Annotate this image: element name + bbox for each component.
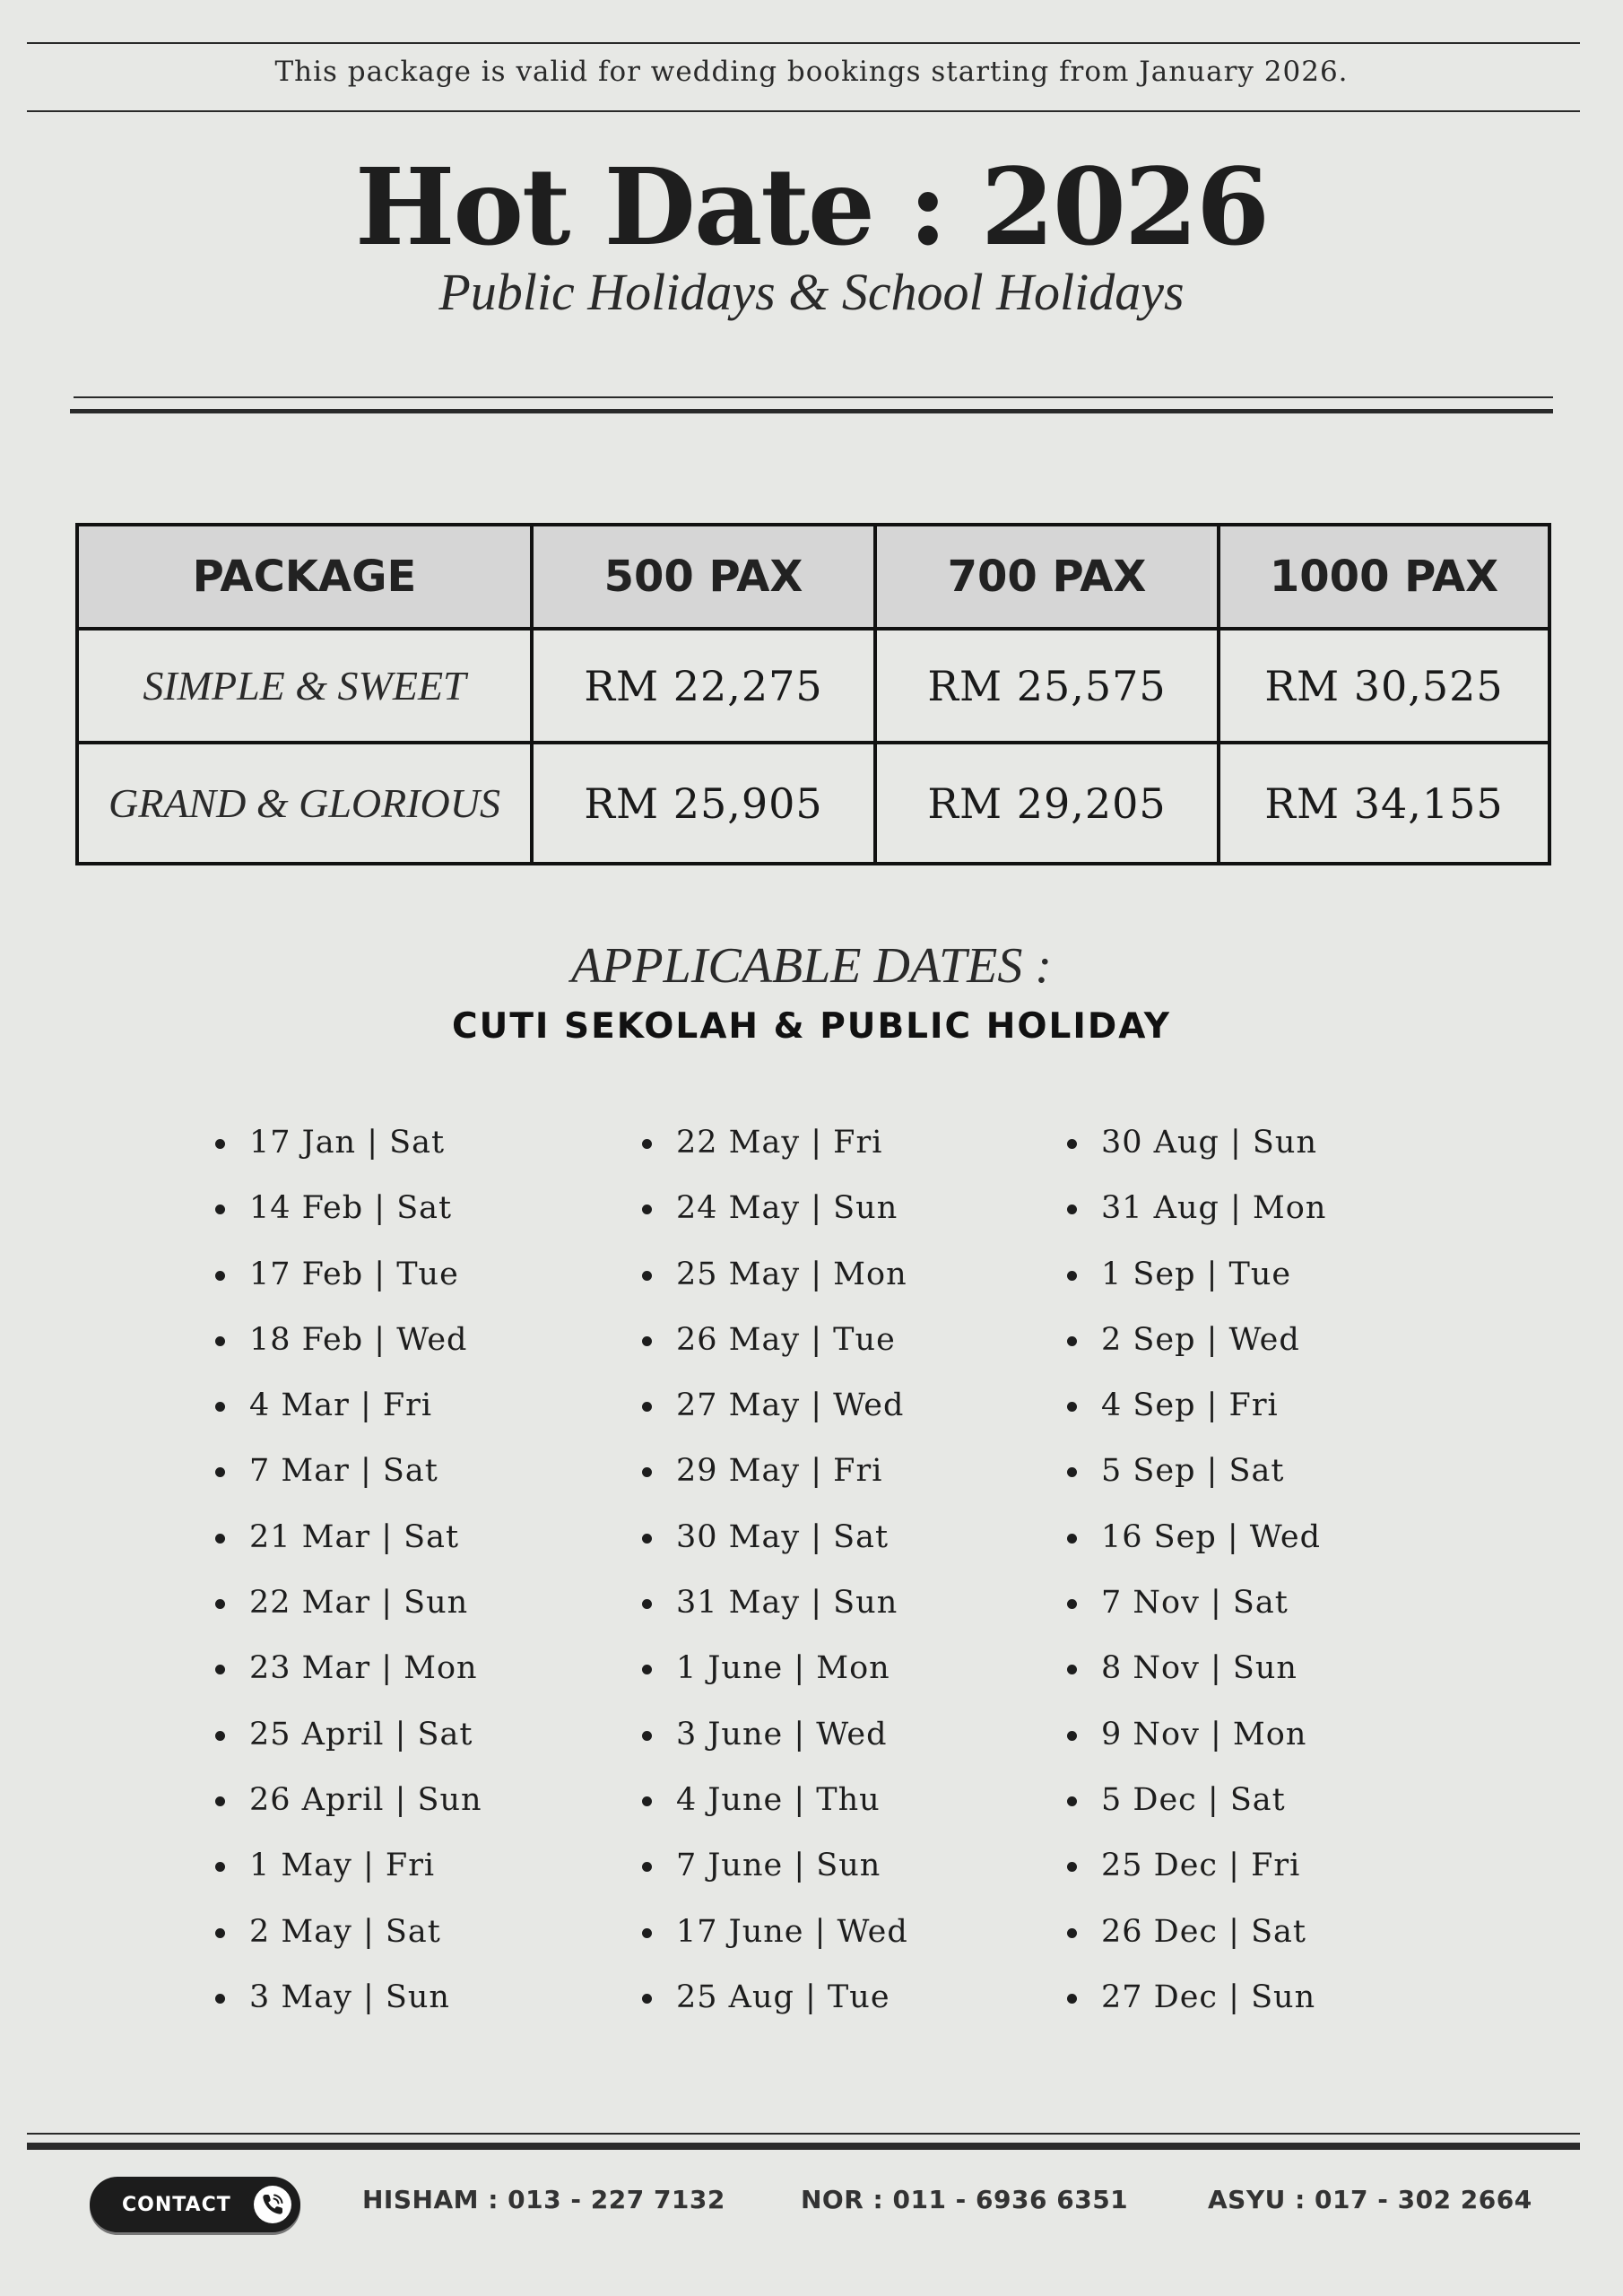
list-item: 4 Sep | Fri — [1067, 1380, 1326, 1446]
contact-label: CONTACT — [122, 2194, 231, 2216]
list-item: 31 May | Sun — [642, 1578, 908, 1643]
title-divider-thin — [74, 396, 1553, 398]
list-item: 4 Mar | Fri — [215, 1380, 482, 1446]
list-item: 1 June | Mon — [642, 1643, 908, 1709]
list-item: 4 June | Thu — [642, 1775, 908, 1840]
column-header-700-pax: 700 PAX — [875, 525, 1219, 629]
package-name: GRAND & GLORIOUS — [77, 743, 532, 864]
footer-divider-thin — [27, 2133, 1580, 2135]
list-item: 2 Sep | Wed — [1067, 1315, 1326, 1380]
applicable-dates-title: APPLICABLE DATES : — [570, 938, 1053, 994]
contact-badge — [90, 2177, 300, 2232]
list-item: 14 Feb | Sat — [215, 1183, 482, 1248]
list-item: 17 June | Wed — [642, 1907, 908, 1972]
top-rule — [27, 42, 1580, 44]
list-item: 23 Mar | Mon — [215, 1643, 482, 1709]
list-item: 30 May | Sat — [642, 1512, 908, 1578]
price-cell: RM 22,275 — [532, 629, 875, 743]
column-header-1000-pax: 1000 PAX — [1219, 525, 1549, 629]
list-item: 27 Dec | Sun — [1067, 1972, 1326, 2038]
column-header-package: PACKAGE — [77, 525, 532, 629]
list-item: 16 Sep | Wed — [1067, 1512, 1326, 1578]
page-subtitle: Public Holidays & School Holidays — [438, 263, 1185, 321]
list-item: 18 Feb | Wed — [215, 1315, 482, 1380]
list-item: 17 Feb | Tue — [215, 1249, 482, 1315]
list-item: 3 May | Sun — [215, 1972, 482, 2038]
list-item: 21 Mar | Sat — [215, 1512, 482, 1578]
list-item: 27 May | Wed — [642, 1380, 908, 1446]
list-item: 31 Aug | Mon — [1067, 1183, 1326, 1248]
list-item: 24 May | Sun — [642, 1183, 908, 1248]
phone-icon — [252, 2184, 293, 2225]
package-name: SIMPLE & SWEET — [77, 629, 532, 743]
price-cell: RM 25,905 — [532, 743, 875, 864]
list-item: 29 May | Fri — [642, 1446, 908, 1511]
list-item: 22 Mar | Sun — [215, 1578, 482, 1643]
page-title: Hot Date : 2026 — [354, 144, 1269, 269]
list-item: 1 May | Fri — [215, 1840, 482, 1906]
list-item: 25 April | Sat — [215, 1709, 482, 1775]
validity-notice: This package is valid for wedding bookings starting from January 2026. — [274, 56, 1349, 88]
dates-list-column-2 — [642, 1118, 908, 2038]
list-item: 7 June | Sun — [642, 1840, 908, 1906]
list-item: 25 Aug | Tue — [642, 1972, 908, 2038]
contact-hisham: HISHAM : 013 - 227 7132 — [362, 2185, 725, 2214]
list-item: 3 June | Wed — [642, 1709, 908, 1775]
list-item: 25 May | Mon — [642, 1249, 908, 1315]
footer-divider-thick — [27, 2143, 1580, 2150]
contact-nor: NOR : 011 - 6936 6351 — [801, 2185, 1129, 2214]
list-item: 26 May | Tue — [642, 1315, 908, 1380]
list-item: 9 Nov | Mon — [1067, 1709, 1326, 1775]
contact-asyu: ASYU : 017 - 302 2664 — [1208, 2185, 1532, 2214]
list-item: 17 Jan | Sat — [215, 1118, 482, 1183]
title-divider-thick — [70, 409, 1553, 413]
list-item: 22 May | Fri — [642, 1118, 908, 1183]
list-item: 2 May | Sat — [215, 1907, 482, 1972]
table-header-row — [77, 525, 1549, 629]
applicable-dates-subtitle: CUTI SEKOLAH & PUBLIC HOLIDAY — [452, 1006, 1171, 1047]
package-price-table — [75, 523, 1551, 865]
list-item: 26 April | Sun — [215, 1775, 482, 1840]
table-row — [77, 743, 1549, 864]
list-item: 7 Mar | Sat — [215, 1446, 482, 1511]
dates-list-column-3 — [1067, 1118, 1326, 2038]
list-item: 25 Dec | Fri — [1067, 1840, 1326, 1906]
list-item: 7 Nov | Sat — [1067, 1578, 1326, 1643]
table-row — [77, 629, 1549, 743]
list-item: 30 Aug | Sun — [1067, 1118, 1326, 1183]
list-item: 5 Dec | Sat — [1067, 1775, 1326, 1840]
notice-bottom-rule — [27, 110, 1580, 112]
list-item: 26 Dec | Sat — [1067, 1907, 1326, 1972]
list-item: 1 Sep | Tue — [1067, 1249, 1326, 1315]
list-item: 5 Sep | Sat — [1067, 1446, 1326, 1511]
price-cell: RM 29,205 — [875, 743, 1219, 864]
price-cell: RM 34,155 — [1219, 743, 1549, 864]
list-item: 8 Nov | Sun — [1067, 1643, 1326, 1709]
dates-list-column-1 — [215, 1118, 482, 2038]
column-header-500-pax: 500 PAX — [532, 525, 875, 629]
price-cell: RM 25,575 — [875, 629, 1219, 743]
price-cell: RM 30,525 — [1219, 629, 1549, 743]
